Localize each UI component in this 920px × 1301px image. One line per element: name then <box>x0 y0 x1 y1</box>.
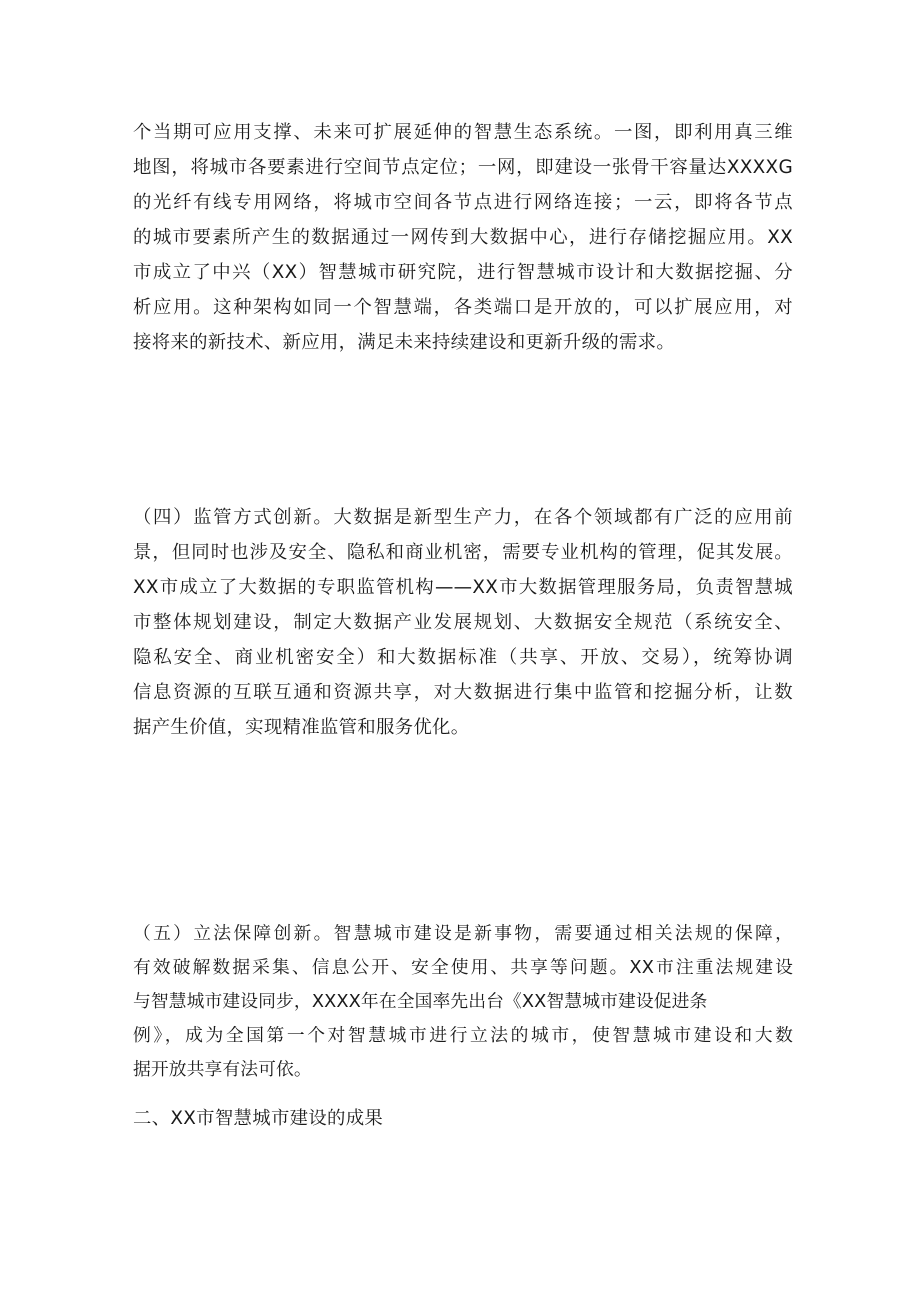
paragraph-legislation-innovation <box>133 917 793 1087</box>
text-line: （五）立法保障创新。智慧城市建设是新事物，需要通过相关法规的保障， <box>133 923 793 944</box>
text-line: 市整体规划建设，制定大数据产业发展规划、大数据安全规范（系统安全、 <box>133 612 793 633</box>
section-heading <box>133 1101 793 1136</box>
text-line: 景，但同时也涉及安全、隐私和商业机密，需要专业机构的管理，促其发展。 <box>133 542 793 563</box>
text-line: 地图，将城市各要素进行空间节点定位；一网，即建设一张骨干容量达XXXXG <box>133 157 793 178</box>
text-line: 据产生价值，实现精准监管和服务优化。 <box>133 717 470 738</box>
text-line: 接将来的新技术、新应用，满足未来持续建设和更新升级的需求。 <box>133 332 676 353</box>
section-heading-text: 二、XX市智慧城市建设的成果 <box>133 1108 384 1129</box>
paragraph-supervision-innovation <box>133 500 793 745</box>
text-line: 析应用。这种架构如同一个智慧端，各类端口是开放的，可以扩展应用，对 <box>133 297 793 318</box>
text-line: 例》，成为全国第一个对智慧城市进行立法的城市，使智慧城市建设和大数 <box>133 1025 793 1046</box>
text-line: 有效破解数据采集、信息公开、安全使用、共享等问题。XX市注重法规建设 <box>133 957 793 978</box>
text-line: （四）监管方式创新。大数据是新型生产力，在各个领域都有广泛的应用前 <box>133 507 793 528</box>
text-line: 与智慧城市建设同步，XXXX年在全国率先出台《XX智慧城市建设促进条 <box>133 991 708 1012</box>
text-line: 隐私安全、商业机密安全）和大数据标准（共享、开放、交易），统筹协调 <box>133 647 793 668</box>
text-line: XX市成立了大数据的专职监管机构——XX市大数据管理服务局，负责智慧城 <box>133 577 793 598</box>
text-line: 的光纤有线专用网络，将城市空间各节点进行网络连接；一云，即将各节点 <box>133 192 793 213</box>
text-line: 的城市要素所产生的数据通过一网传到大数据中心，进行存储挖掘应用。XX <box>133 227 793 248</box>
text-line: 个当期可应用支撑、未来可扩展延伸的智慧生态系统。一图，即利用真三维 <box>133 122 793 143</box>
text-line: 信息资源的互联互通和资源共享，对大数据进行集中监管和挖掘分析，让数 <box>133 682 793 703</box>
text-line: 据开放共享有法可依。 <box>133 1059 312 1080</box>
text-line: 市成立了中兴（XX）智慧城市研究院，进行智慧城市设计和大数据挖掘、分 <box>133 262 793 283</box>
paragraph-smart-ecosystem <box>133 115 793 360</box>
